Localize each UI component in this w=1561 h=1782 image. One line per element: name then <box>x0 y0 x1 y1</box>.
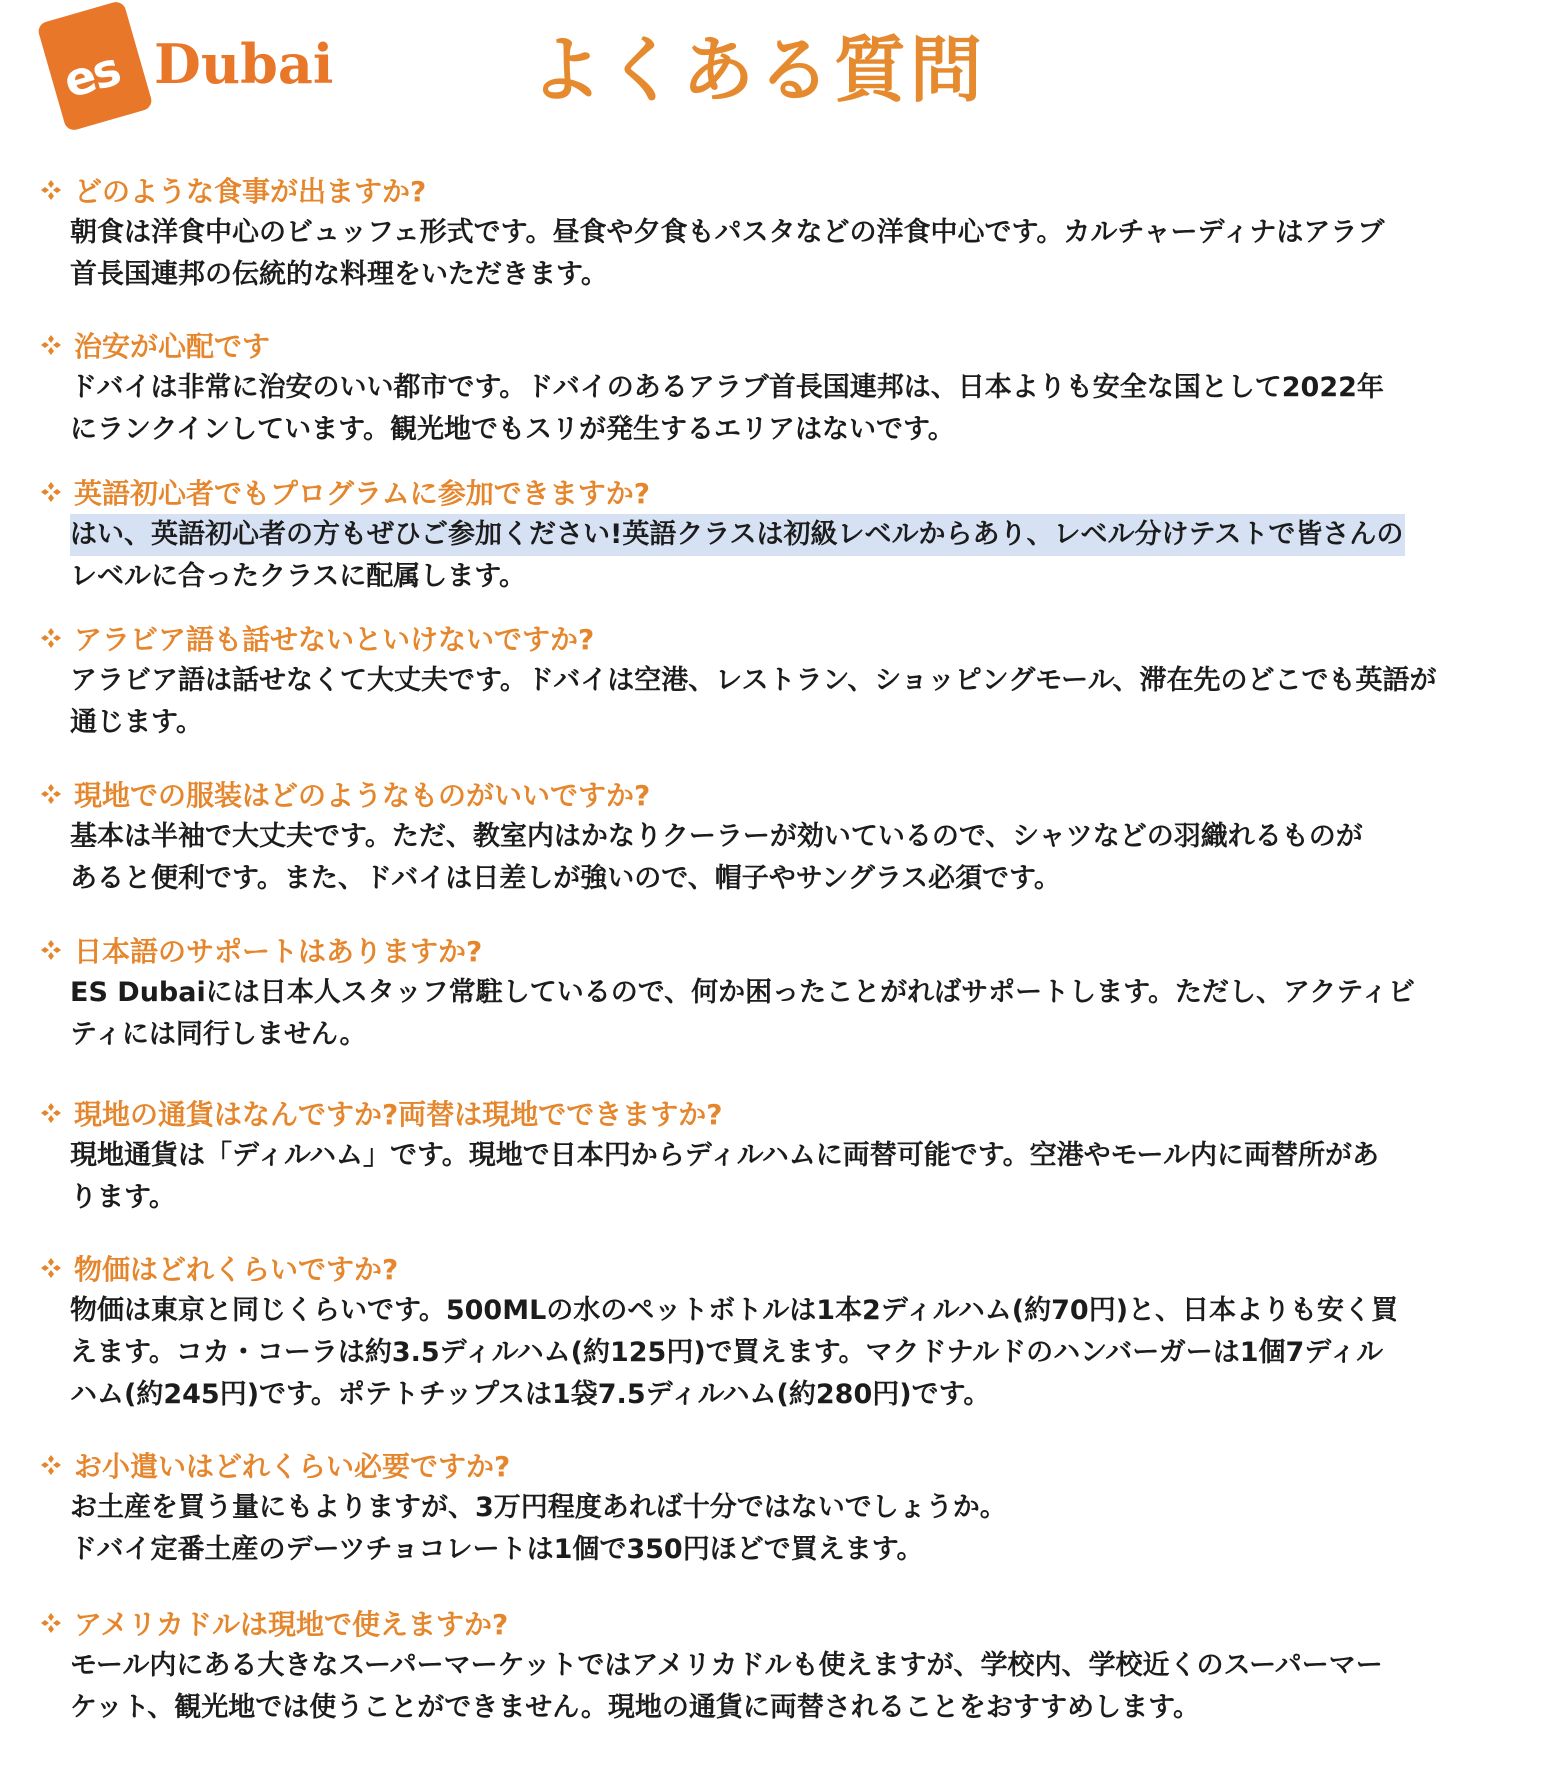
faq-answer <box>70 1135 1510 1219</box>
faq-answer-line: 基本は半袖で大丈夫です。ただ、教室内はかなりクーラーが効いているので、シャツなどの羽織れるものが <box>70 821 1363 852</box>
diamond-bullet-icon <box>40 179 62 201</box>
faq-question <box>40 1603 1510 1643</box>
header <box>0 0 1561 160</box>
faq-answer <box>70 514 1510 598</box>
faq-answer-line: お土産を買う量にもよりますが、3万円程度あれば十分ではないでしょうか。 <box>70 1492 1007 1523</box>
faq-question-text: 現地の通貨はなんですか?両替は現地でできますか? <box>74 1098 723 1131</box>
faq-answer-line: ES Dubaiには日本人スタッフ常駐しているので、何か困ったことがればサポートします。ただし、アクティビ <box>70 977 1416 1008</box>
faq-answer <box>70 212 1510 296</box>
faq-question-text: 英語初心者でもプログラムに参加できますか? <box>74 477 650 510</box>
logo-mark: es <box>57 41 125 109</box>
faq-question <box>40 1093 1510 1133</box>
faq-answer-line: ハム(約245円)です。ポテトチップスは1袋7.5ディルハム(約280円)です。 <box>70 1379 991 1410</box>
faq-answer-line: アラビア語は話せなくて大丈夫です。ドバイは空港、レストラン、ショッピングモール、滞在先のどこでも英語が <box>70 665 1437 696</box>
faq-answer-line: ドバイ定番土産のデーツチョコレートは1個で350円ほどで買えます。 <box>70 1534 924 1565</box>
faq-question-text: 日本語のサポートはありますか? <box>74 935 483 968</box>
faq-question <box>40 325 1510 365</box>
faq-question-text: 物価はどれくらいですか? <box>74 1253 399 1286</box>
faq-question <box>40 1248 1510 1288</box>
faq-question <box>40 618 1510 658</box>
diamond-bullet-icon <box>40 334 62 356</box>
faq-answer <box>70 816 1510 900</box>
faq-answer <box>70 1487 1510 1571</box>
faq-item-arabic <box>40 618 1510 744</box>
faq-question-text: アメリカドルは現地で使えますか? <box>74 1608 509 1641</box>
faq-answer <box>70 1645 1510 1729</box>
diamond-bullet-icon <box>40 1102 62 1124</box>
faq-item-safety <box>40 325 1510 451</box>
faq-question <box>40 170 1510 210</box>
faq-question-text: 治安が心配です <box>74 330 271 363</box>
faq-question-text: 現地での服装はどのようなものがいいですか? <box>74 779 651 812</box>
faq-question <box>40 1445 1510 1485</box>
faq-answer <box>70 367 1510 451</box>
faq-answer-line: ドバイは非常に治安のいい都市です。ドバイのあるアラブ首長国連邦は、日本よりも安全な国として2022年 <box>70 372 1384 403</box>
logo-wordmark: Dubai <box>154 32 334 96</box>
faq-answer-line: 現地通貨は「ディルハム」です。現地で日本円からディルハムに両替可能です。空港やモール内に両替所があ <box>70 1140 1379 1171</box>
diamond-bullet-icon <box>40 627 62 649</box>
faq-answer <box>70 660 1510 744</box>
faq-question <box>40 774 1510 814</box>
faq-answer-line: えます。コカ・コーラは約3.5ディルハム(約125円)で買えます。マクドナルドのハンバーガーは1個7ディル <box>70 1337 1384 1368</box>
faq-answer <box>70 1290 1510 1416</box>
diamond-bullet-icon <box>40 1454 62 1476</box>
faq-item-currency <box>40 1093 1510 1219</box>
diamond-bullet-icon <box>40 481 62 503</box>
faq-answer-line: ります。 <box>70 1182 176 1213</box>
faq-answer-line: 朝食は洋食中心のビュッフェ形式です。昼食や夕食もパスタなどの洋食中心です。カルチャーディナはアラブ <box>70 217 1385 248</box>
faq-item-english-beginner <box>40 472 1510 598</box>
faq-answer-line: 首長国連邦の伝統的な料理をいただきます。 <box>70 259 608 290</box>
faq-answer <box>70 972 1510 1056</box>
faq-question-text: どのような食事が出ますか? <box>74 175 427 208</box>
faq-item-us-dollar <box>40 1603 1510 1729</box>
faq-item-clothing <box>40 774 1510 900</box>
diamond-bullet-icon <box>40 939 62 961</box>
faq-answer-line: 通じます。 <box>70 707 203 738</box>
faq-answer-line: にランクインしています。観光地でもスリが発生するエリアはないです。 <box>70 414 955 445</box>
faq-answer-line: ティには同行しません。 <box>70 1019 367 1050</box>
faq-question-text: お小遣いはどれくらい必要ですか? <box>74 1450 511 1483</box>
faq-answer-line-selected: はい、英語初心者の方もぜひご参加ください!英語クラスは初級レベルからあり、レベル分けテストで皆さんの <box>70 514 1405 556</box>
faq-answer-line: 物価は東京と同じくらいです。500MLの水のペットボトルは1本2ディルハム(約70円)と、日本よりも安く買 <box>70 1295 1399 1326</box>
page-title: よくある質問 <box>530 28 987 112</box>
faq-question <box>40 930 1510 970</box>
faq-answer-line: あると便利です。また、ドバイは日差しが強いので、帽子やサングラス必須です。 <box>70 863 1061 894</box>
faq-answer-line: レベルに合ったクラスに配属します。 <box>70 561 527 592</box>
diamond-bullet-icon <box>40 1612 62 1634</box>
faq-item-pocket-money <box>40 1445 1510 1571</box>
faq-answer-line: ケット、観光地では使うことができません。現地の通貨に両替されることをおすすめします。 <box>70 1692 1200 1723</box>
faq-question-text: アラビア語も話せないといけないですか? <box>74 623 595 656</box>
faq-item-japanese-support <box>40 930 1510 1056</box>
faq-item-prices <box>40 1248 1510 1416</box>
faq-question <box>40 472 1510 512</box>
faq-answer-line: モール内にある大きなスーパーマーケットではアメリカドルも使えますが、学校内、学校近くのスーパーマー <box>70 1650 1383 1681</box>
faq-item-meals <box>40 170 1510 296</box>
diamond-bullet-icon <box>40 1257 62 1279</box>
diamond-bullet-icon <box>40 783 62 805</box>
es-dubai-logo <box>40 2 340 142</box>
